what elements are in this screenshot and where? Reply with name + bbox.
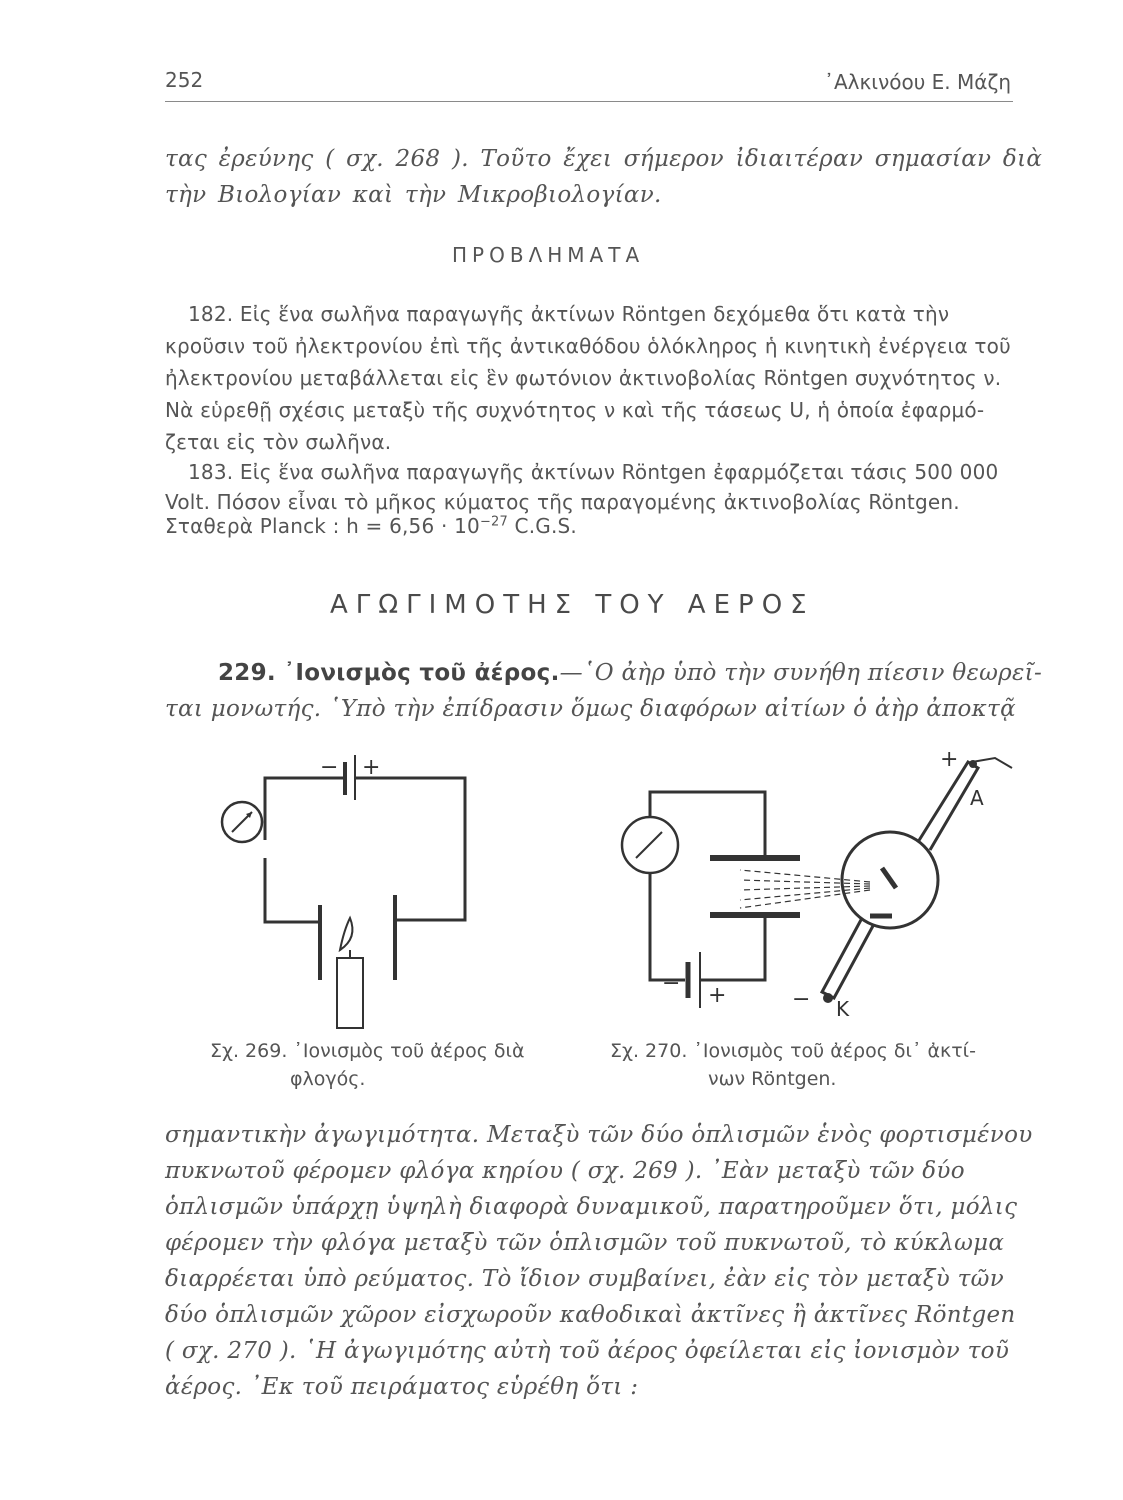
intro-line-1: τας ἐρεύνης ( σχ. 268 ). Τοῦτο ἔχει σήμερον ἰδιαιτέραν σημασίαν διὰ — [165, 146, 1043, 172]
body-line-1: σημαντικὴν ἀγωγιμότητα. Μεταξὺ τῶν δύο ὁπλισμῶν ἑνὸς φορτισμένου — [165, 1122, 1033, 1148]
fig270-cathode-label: K — [836, 997, 850, 1021]
fig270-battery-plus-label: + — [708, 983, 727, 1008]
figure-269 — [200, 750, 500, 1040]
problems-title: ΠΡΟΒΛΗΜΑΤΑ — [452, 243, 645, 267]
section-heading: ᾿Ιονισμὸς τοῦ ἀέρος. — [283, 660, 560, 686]
planck-units: C.G.S. — [507, 514, 577, 538]
planck-exponent: −27 — [479, 514, 508, 530]
planck-constant-text: Σταθερὰ Planck : h = 6,56 · 10 — [165, 514, 480, 538]
fig269-wire-right — [355, 778, 465, 920]
section-title: ΑΓΩΓΙΜΟΤΗΣ ΤΟΥ ΑΕΡΟΣ — [330, 590, 815, 620]
body-line-8: ἀέρος. ᾿Εκ τοῦ πειράματος εὑρέθη ὅτι : — [165, 1374, 639, 1400]
fig270-caption-line-1: Σχ. 270. ᾿Ιονισμὸς τοῦ ἀέρος δι᾿ ἀκτί- — [610, 1040, 976, 1062]
body-line-4: φέρομεν τὴν φλόγα μεταξὺ τῶν ὁπλισμῶν τοῦ πυκνωτοῦ, τὸ κύκλωμα — [165, 1230, 1005, 1256]
header-rule — [165, 101, 1013, 102]
problem-183-line-2: Volt. Πόσον εἶναι τὸ μῆκος κύματος τῆς παραγομένης ἀκτινοβολίας Röntgen. — [165, 490, 960, 514]
section-229-line-2: ται μονωτής. ῾Υπὸ τὴν ἐπίδρασιν ὅμως διαφόρων αἰτίων ὁ ἀὴρ ἀποκτᾷ — [165, 696, 1016, 722]
page-number: 252 — [165, 68, 204, 92]
fig269-caption-line-2: φλογός. — [290, 1068, 366, 1090]
fig270-wire-right — [700, 915, 765, 980]
fig270-tube-cathode-arm — [822, 918, 874, 998]
fig270-caption-line-2: νων Röntgen. — [708, 1068, 837, 1090]
fig270-anode-label: A — [970, 786, 984, 810]
fig269-caption-line-1: Σχ. 269. ᾿Ιονισμὸς τοῦ ἀέρος διὰ — [210, 1040, 525, 1062]
problem-182-line-3: ἠλεκτρονίου μεταβάλλεται εἰς ἓν φωτόνιον ἀκτινοβολίας Röntgen συχνότητος ν. — [165, 366, 1002, 390]
problem-182-line-1: 182. Εἰς ἕνα σωλῆνα παραγωγῆς ἀκτίνων Röntgen δεχόμεθα ὅτι κατὰ τὴν — [188, 302, 950, 326]
section-229-line-1 — [218, 660, 1042, 686]
section-229-line-1-rest: —῾Ο ἀὴρ ὑπὸ τὴν συνήθη πίεσιν θεωρεῖ- — [559, 660, 1043, 686]
body-line-2: πυκνωτοῦ φέρομεν φλόγα κηρίου ( σχ. 269 ). ᾿Εὰν μεταξὺ τῶν δύο — [165, 1158, 965, 1184]
fig269-wire-left-top — [265, 778, 345, 840]
fig269-flame — [340, 918, 352, 950]
running-header-author: ᾿Αλκινόου Ε. Μάζη — [824, 70, 1011, 94]
problem-182-line-5: ζεται εἰς τὸν σωλῆνα. — [165, 430, 392, 454]
intro-line-2: τὴν Βιολογίαν καὶ τὴν Μικροβιολογίαν. — [165, 182, 662, 208]
fig270-x-rays — [740, 870, 870, 908]
body-line-3: ὁπλισμῶν ὑπάρχῃ ὑψηλὴ διαφορὰ δυναμικοῦ, παρατηροῦμεν ὅτι, μόλις — [165, 1194, 1018, 1220]
fig270-cathode-minus-label: − — [792, 987, 811, 1012]
section-number: 229. — [218, 660, 276, 686]
fig269-plus-label: + — [362, 755, 381, 780]
problem-182-line-4: Νὰ εὑρεθῇ σχέσις μεταξὺ τῆς συχνότητος ν καὶ τῆς τάσεως U, ἡ ὁποία ἐφαρμό- — [165, 398, 985, 422]
problem-183-line-1: 183. Εἰς ἕνα σωλῆνα παραγωγῆς ἀκτίνων Röntgen ἐφαρμόζεται τάσις 500 000 — [188, 460, 999, 484]
fig270-tube-anode-arm — [918, 762, 978, 850]
fig269-candle — [337, 958, 363, 1028]
body-line-6: δύο ὁπλισμῶν χῶρον εἰσχωροῦν καθοδικαὶ ἀκτῖνες ἢ ἀκτῖνες Röntgen — [165, 1302, 1016, 1328]
fig269-wire-left-bottom — [265, 858, 320, 922]
figure-270 — [600, 740, 1020, 1040]
body-line-5: διαρρέεται ὑπὸ ρεύματος. Τὸ ἴδιον συμβαίνει, ἐὰν εἰς τὸν μεταξὺ τῶν — [165, 1266, 1004, 1292]
body-line-7: ( σχ. 270 ). ῾Η ἀγωγιμότης αὐτὴ τοῦ ἀέρος ὀφείλεται εἰς ἰονισμὸν τοῦ — [165, 1338, 1010, 1364]
planck-constant-line — [165, 514, 577, 538]
fig270-battery-minus-label: − — [662, 971, 681, 996]
fig269-minus-label: − — [320, 755, 339, 780]
fig270-wire-left — [650, 873, 685, 980]
fig270-wire-top — [650, 792, 765, 858]
problem-182-line-2: κροῦσιν τοῦ ἠλεκτρονίου ἐπὶ τῆς ἀντικαθόδου ὁλόκληρος ἡ κινητικὴ ἐνέργεια τοῦ — [165, 334, 1011, 358]
fig270-anticathode — [882, 868, 896, 888]
fig270-plus-top-label: + — [940, 747, 959, 772]
